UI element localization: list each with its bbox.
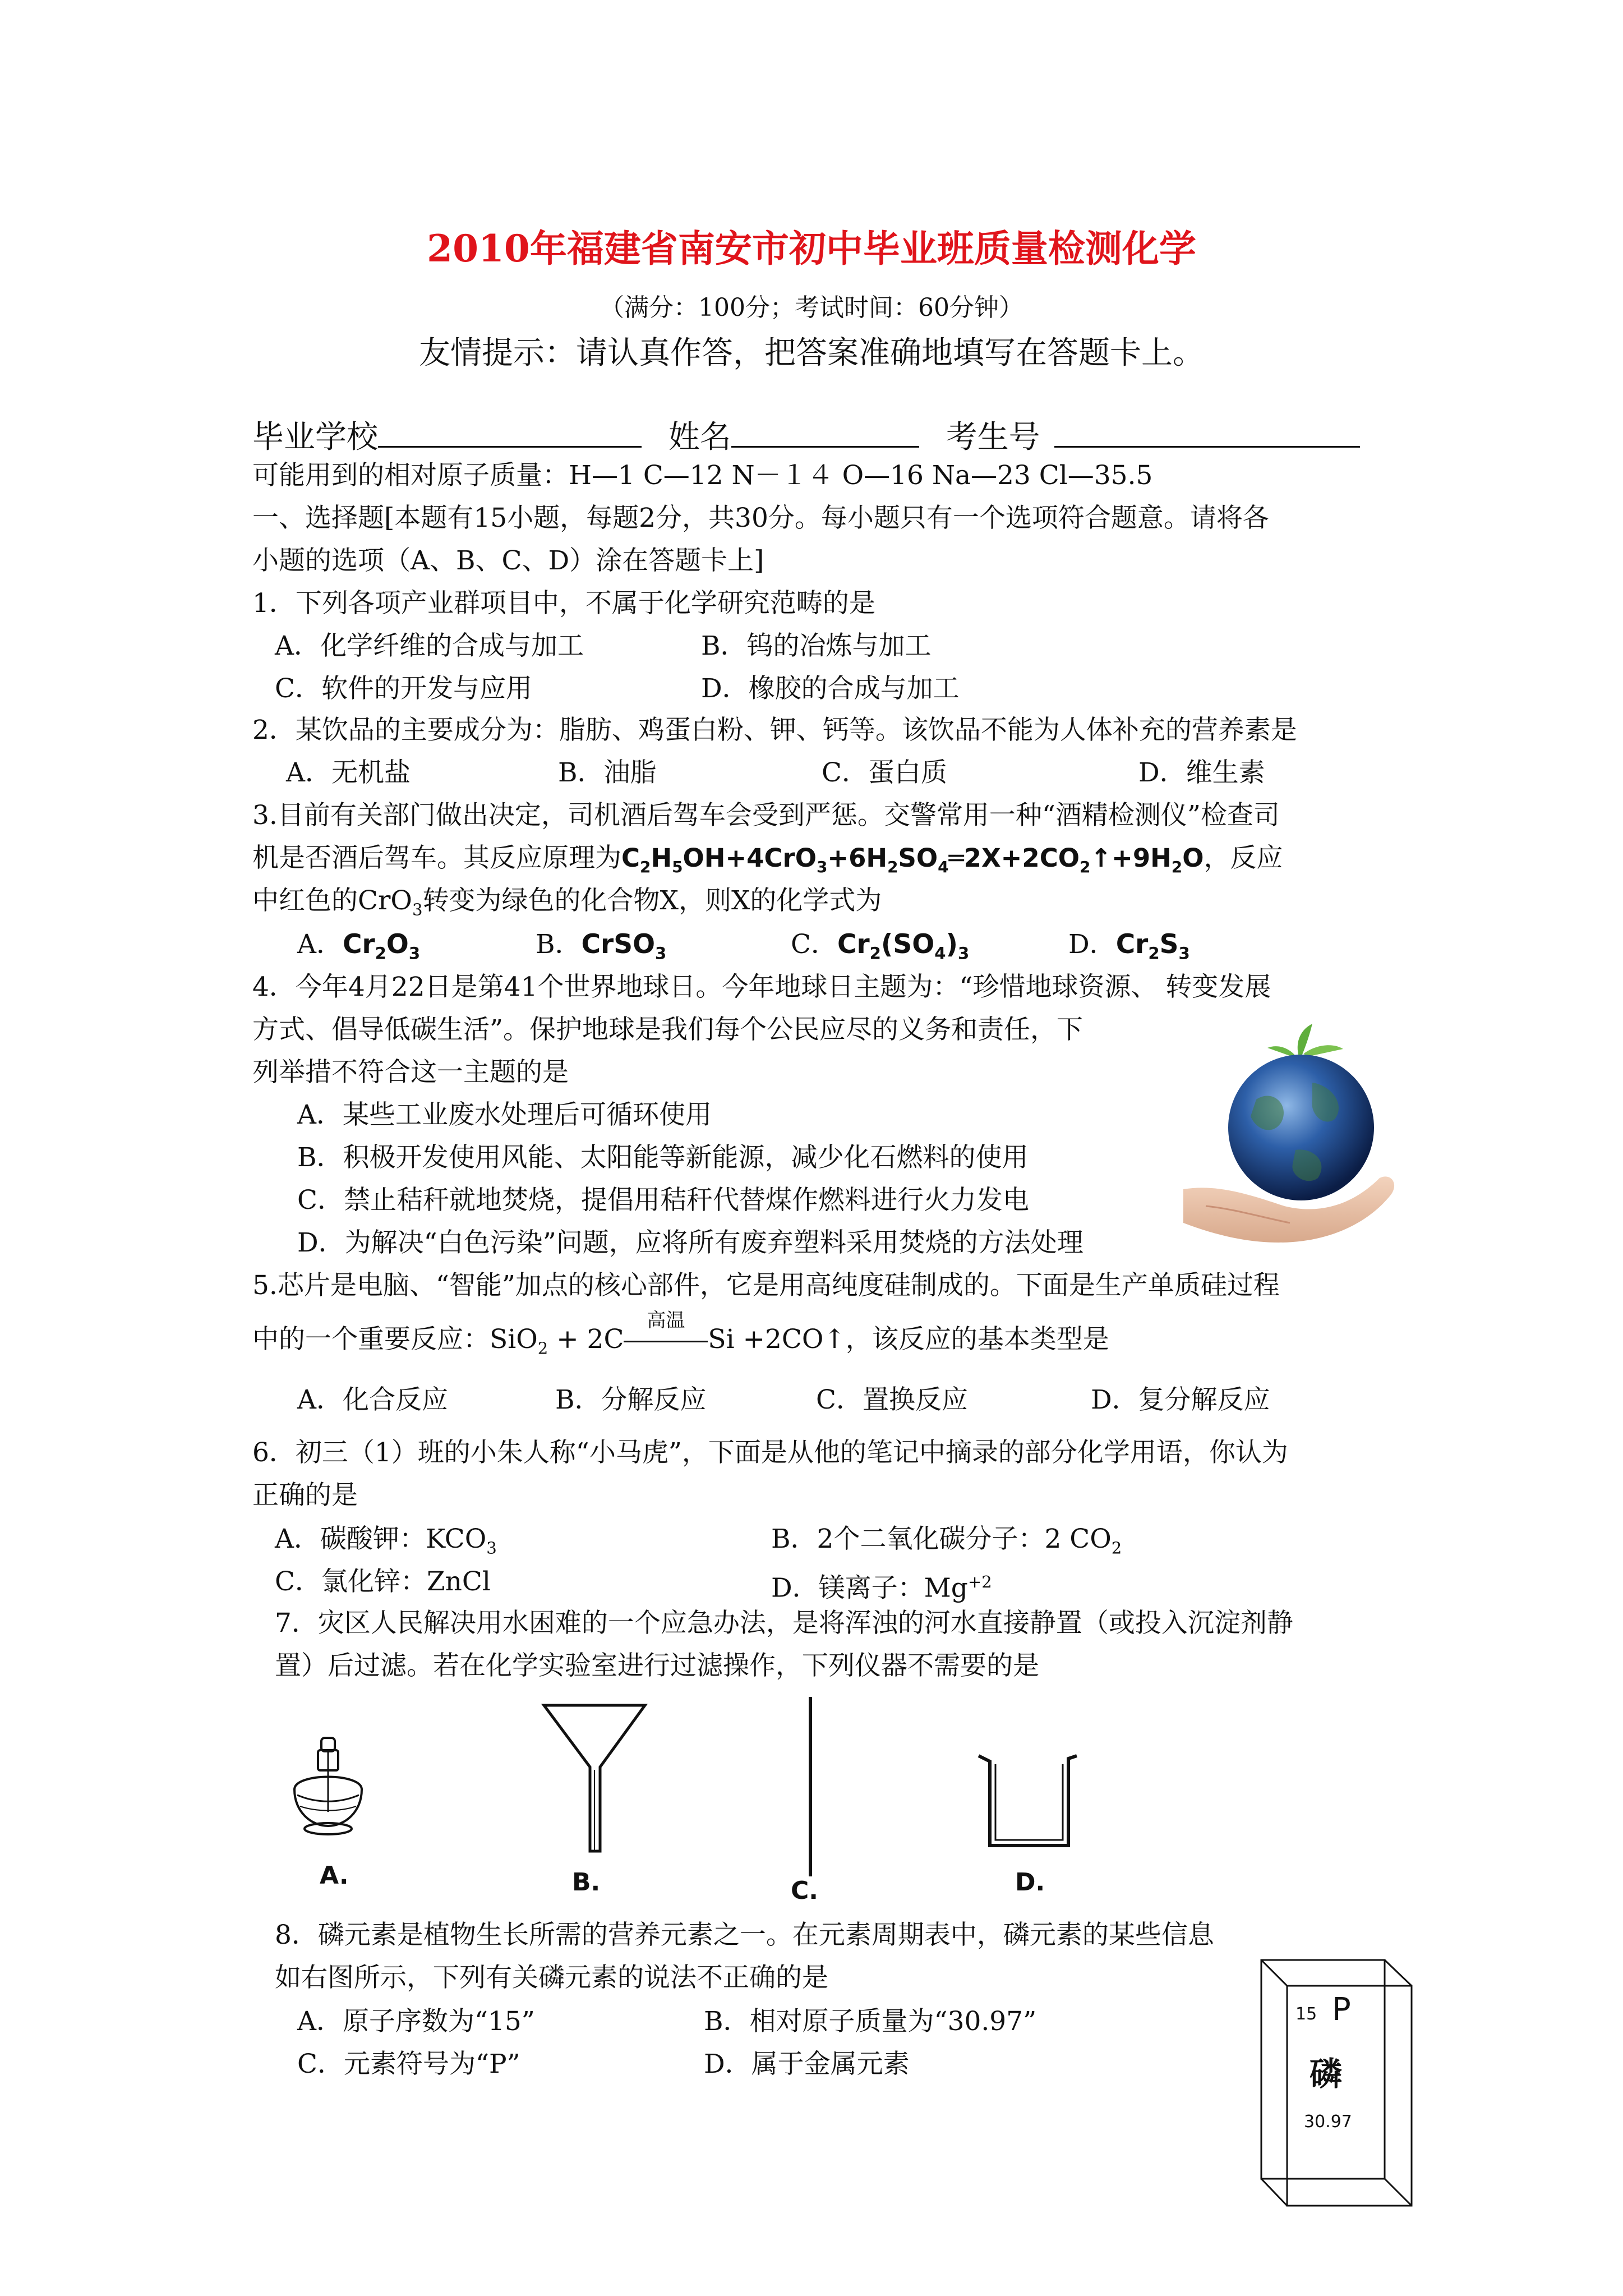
q3-line-2-post: ，反应	[1204, 843, 1283, 873]
id-blank[interactable]	[1054, 420, 1360, 448]
q6-option-a: A．碳酸钾：$KCO_3$	[275, 1524, 497, 1558]
q7-line-1: 7．灾区人民解决用水困难的一个应急办法，是将浑浊的河水直接静置（或投入沉淀剂静	[275, 1608, 1293, 1639]
q3-option-d: D．$Cr_2S_3$	[1068, 929, 1190, 963]
q4-option-d: D．为解决“白色污染”问题，应将所有废弃塑料采用焚烧的方法处理	[297, 1227, 1083, 1258]
funnel-icon	[538, 1700, 651, 1857]
q5-line-1: 5.芯片是电脑、“智能”加点的核心部件，它是用高纯度硅制成的。下面是生产单质硅过程	[252, 1270, 1280, 1301]
q3-line-3: 中红色的CrO$_3$转变为绿色的化合物X，则X的化学式为	[252, 885, 882, 919]
element-atomic-number: 15	[1295, 2004, 1317, 2024]
element-atomic-mass: 30.97	[1304, 2112, 1352, 2132]
q6-option-c: C．氯化锌：ZnCl	[275, 1566, 491, 1597]
alcohol-lamp-icon	[283, 1728, 373, 1840]
q2-option-a: A．无机盐	[286, 757, 411, 788]
exam-tip: 友情提示：请认真作答，把答案准确地填写在答题卡上。	[419, 335, 1204, 371]
q1-option-b: B．钨的冶炼与加工	[701, 631, 932, 661]
q3-line-2-pre: 机是否酒后驾车。其反应原理为	[252, 843, 621, 873]
id-label: 考生号	[946, 419, 1040, 455]
q7-label-d: D.	[1015, 1868, 1045, 1897]
q3-line-2	[252, 841, 1283, 884]
q1-option-d: D．橡胶的合成与加工	[701, 673, 960, 704]
q3-reaction-equation: $C_2H_5OH+4CrO_3+6H_2SO_4═2X+2CO_2↑+9H_2O$	[621, 843, 1204, 876]
element-name: 磷	[1310, 2055, 1343, 2093]
earth-in-hands-image	[1183, 1021, 1402, 1245]
q2-stem: 2．某饮品的主要成分为：脂肪、鸡蛋白粉、钾、钙等。该饮品不能为人体补充的营养素是	[252, 715, 1297, 746]
q5-line-2-post: Si +2CO↑，该反应的基本类型是	[708, 1324, 1109, 1355]
q5-option-d: D．复分解反应	[1091, 1384, 1270, 1415]
q6-line-1: 6．初三（1）班的小朱人称“小马虎”，下面是从他的笔记中摘录的部分化学用语，你认为	[252, 1437, 1288, 1468]
exam-title: 2010年福建省南安市初中毕业班质量检测化学	[427, 227, 1196, 270]
school-blank[interactable]	[378, 420, 642, 448]
q3-option-b: B．CrSO$_3$	[536, 929, 667, 963]
q3-option-a: A．$Cr_2O_3$	[297, 929, 421, 963]
q1-option-c: C．软件的开发与应用	[275, 673, 532, 704]
q5-reaction-arrow	[624, 1309, 708, 1356]
q3-line-3-post: 转变为绿色的化合物X，则X的化学式为	[422, 885, 882, 916]
beaker-icon	[973, 1750, 1085, 1851]
school-label: 毕业学校	[252, 419, 378, 455]
q8-option-c: C．元素符号为“P”	[297, 2049, 520, 2079]
q5-condition-label: 高温	[647, 1309, 685, 1332]
section1-instruction-1: 一、选择题[本题有15小题，每题2分，共30分。每小题只有一个选项符合题意。请将各	[252, 503, 1269, 533]
exam-subtitle: （满分：100分；考试时间：60分钟）	[600, 293, 1023, 322]
name-blank[interactable]	[731, 420, 919, 448]
q5-option-b: B．分解反应	[555, 1384, 707, 1415]
q6-line-2: 正确的是	[252, 1480, 358, 1511]
q5-line-2-pre: 中的一个重要反应：SiO	[252, 1324, 538, 1355]
q7-label-b: B.	[572, 1868, 601, 1897]
q6-option-b: B．2个二氧化碳分子：2 $CO_2$	[771, 1524, 1122, 1558]
q4-line-3: 列举措不符合这一主题的是	[252, 1057, 569, 1088]
q4-line-1: 4．今年4月22日是第41个世界地球日。今年地球日主题为：“珍惜地球资源、 转变发展	[252, 972, 1271, 1002]
element-symbol: P	[1332, 1991, 1351, 2028]
q1-option-a: A．化学纤维的合成与加工	[275, 631, 584, 661]
name-label: 姓名	[668, 419, 731, 455]
q3-line-3-pre: 中红色的CrO	[252, 885, 412, 916]
q2-option-c: C．蛋白质	[822, 757, 947, 788]
q8-option-a: A．原子序数为“15”	[297, 2006, 535, 2037]
q8-option-d: D．属于金属元素	[704, 2049, 910, 2079]
q5-line-2-mid: + 2C	[548, 1324, 624, 1355]
q5-option-c: C．置换反应	[816, 1384, 968, 1415]
q6-option-d: D．镁离子：$Mg^{+2}$	[771, 1572, 992, 1604]
q8-line-1: 8．磷元素是植物生长所需的营养元素之一。在元素周期表中，磷元素的某些信息	[275, 1920, 1214, 1950]
q4-line-2: 方式、倡导低碳生活”。保护地球是我们每个公民应尽的义务和责任，下	[252, 1014, 1083, 1045]
q5-line-2: 中的一个重要反应：SiO$_2$ + 2C 高温 Si +2CO↑，该反应的基本类型是	[252, 1323, 1109, 1365]
section1-instruction-2: 小题的选项（A、B、C、D）涂在答题卡上]	[252, 545, 764, 576]
atomic-masses: 可能用到的相对原子质量：H—1 C—12 N－１４ O—16 Na—23 Cl—35.5	[252, 460, 1153, 491]
q2-option-d: D．维生素	[1138, 757, 1265, 788]
q5-option-a: A．化合反应	[297, 1384, 448, 1415]
q8-option-b: B．相对原子质量为“30.97”	[704, 2006, 1037, 2037]
glass-rod-icon	[799, 1694, 822, 1879]
q4-option-a: A．某些工业废水处理后可循环使用	[297, 1099, 712, 1130]
phosphorus-element-card	[1259, 1958, 1416, 2210]
q2-option-b: B．油脂	[558, 757, 657, 788]
q7-label-a: A.	[320, 1861, 349, 1890]
q4-option-b: B．积极开发使用风能、太阳能等新能源，减少化石燃料的使用	[297, 1142, 1029, 1173]
q4-option-c: C．禁止秸秆就地焚烧，提倡用秸秆代替煤作燃料进行火力发电	[297, 1185, 1029, 1216]
q3-line-1: 3.目前有关部门做出决定，司机酒后驾车会受到严惩。交警常用一种“酒精检测仪”检查司	[252, 800, 1280, 831]
q7-line-2: 置）后过滤。若在化学实验室进行过滤操作，下列仪器不需要的是	[275, 1650, 1039, 1681]
q1-stem: 1．下列各项产业群项目中，不属于化学研究范畴的是	[252, 588, 875, 619]
q8-line-2: 如右图所示，下列有关磷元素的说法不正确的是	[275, 1962, 828, 1993]
q7-label-c: C.	[791, 1876, 819, 1905]
student-info-row	[252, 412, 1360, 457]
q3-option-c: C．$Cr_2(SO_4)_3$	[791, 929, 970, 963]
